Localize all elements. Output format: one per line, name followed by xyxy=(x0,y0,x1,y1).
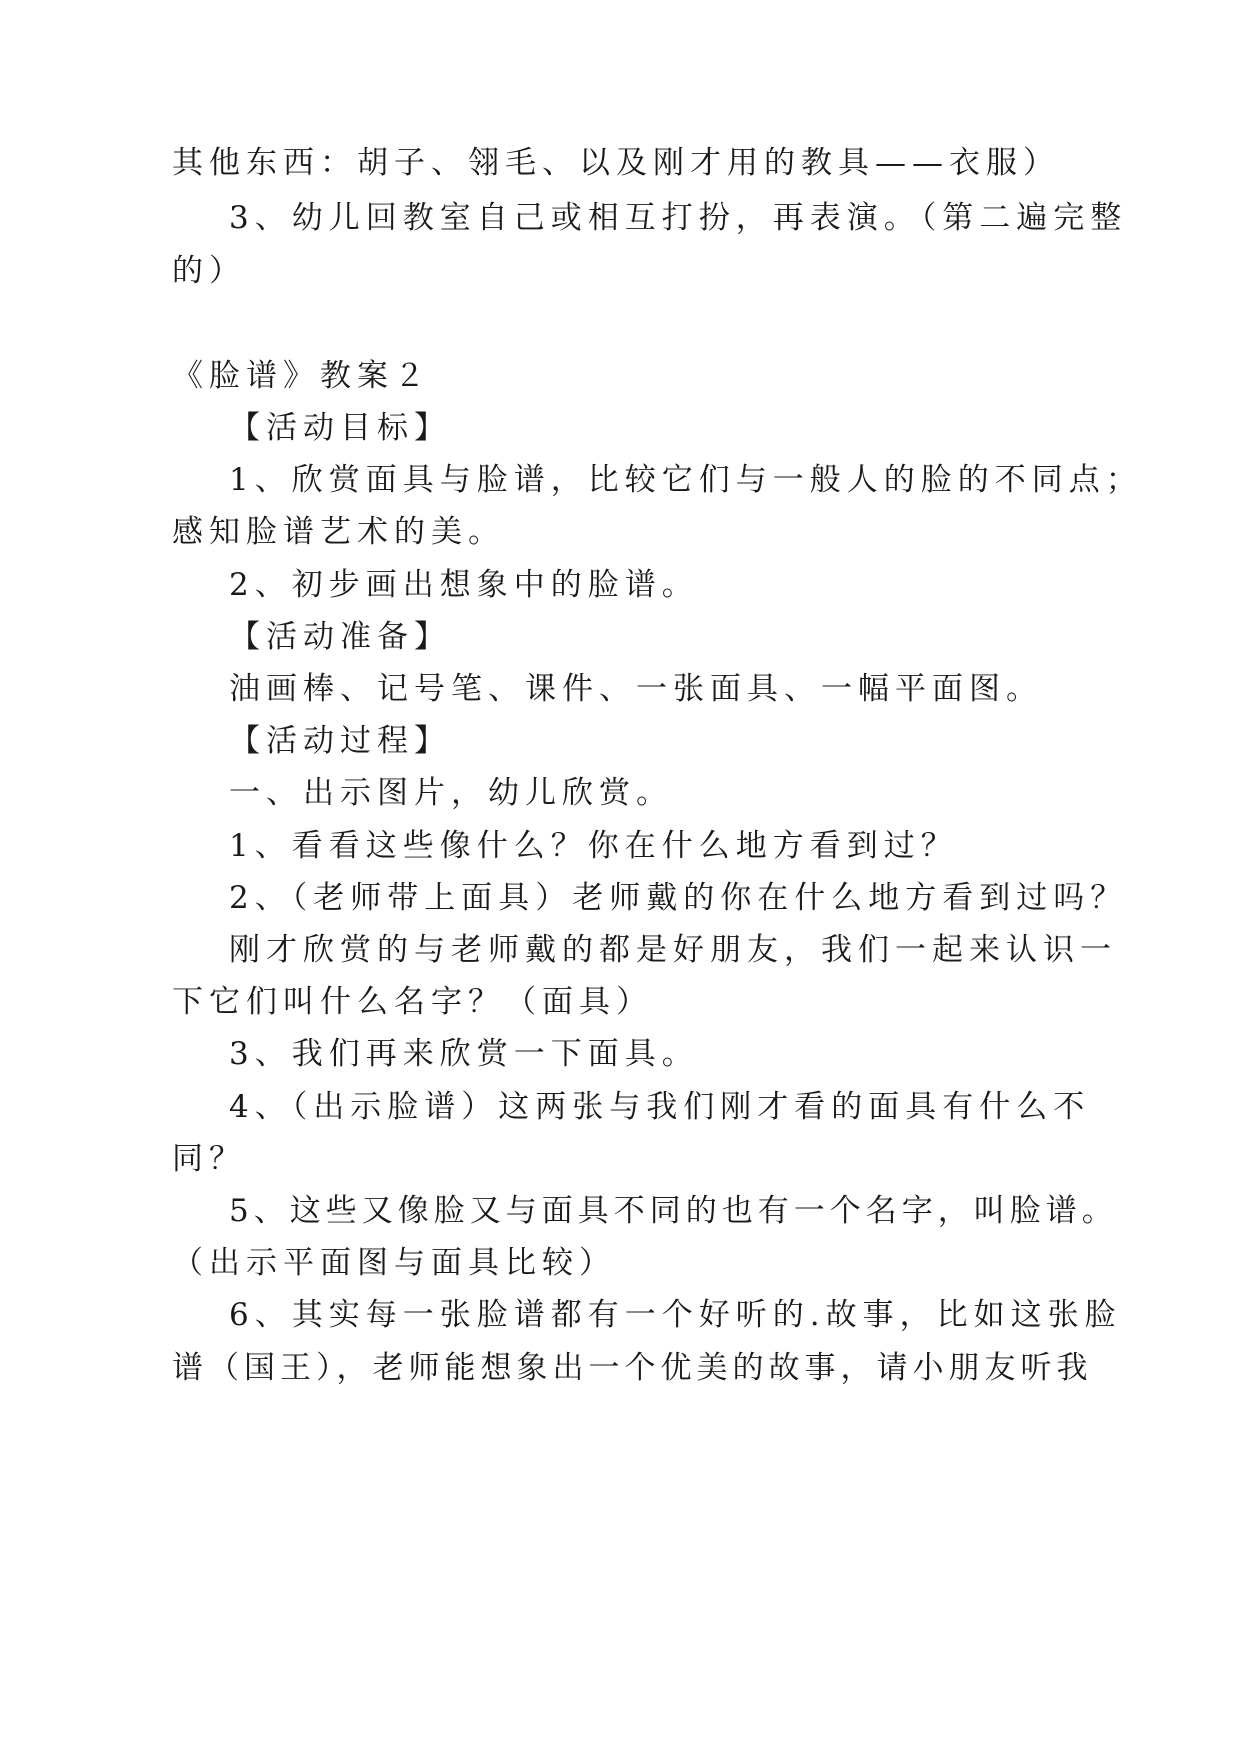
paragraph-line: 6、其实每一张脸谱都有一个好听的.故事，比如这张脸 xyxy=(229,1297,1122,1333)
paragraph-line: 2、初步画出想象中的脸谱。 xyxy=(229,567,699,603)
paragraph-line: 谱（国王），老师能想象出一个优美的故事，请小朋友听我 xyxy=(172,1350,1093,1386)
paragraph-line: 其他东西：胡子、翎毛、以及刚才用的教具——衣服） xyxy=(172,145,1060,181)
paragraph-line: 1、看看这些像什么？你在什么地方看到过？ xyxy=(229,828,958,864)
paragraph-line: 感知脸谱艺术的美。 xyxy=(172,514,505,550)
section-heading: 【活动过程】 xyxy=(229,723,451,759)
paragraph-line: 下它们叫什么名字？（面具） xyxy=(172,984,653,1020)
paragraph-line: 刚才欣赏的与老师戴的都是好朋友，我们一起来认识一 xyxy=(229,932,1117,968)
section-title: 《脸谱》教案２ xyxy=(172,358,431,394)
paragraph-line: 同？ xyxy=(172,1141,246,1177)
paragraph-line: （出示平面图与面具比较） xyxy=(172,1245,616,1281)
paragraph-line: 1、欣赏面具与脸谱，比较它们与一般人的脸的不同点； xyxy=(229,462,1143,498)
paragraph-line: 3、我们再来欣赏一下面具。 xyxy=(229,1036,699,1072)
section-heading: 【活动目标】 xyxy=(229,410,451,446)
paragraph-line: 3、幼儿回教室自己或相互打扮，再表演。（第二遍完整 xyxy=(229,200,1128,236)
paragraph-line: 油画棒、记号笔、课件、一张面具、一幅平面图。 xyxy=(229,671,1043,707)
paragraph-line: 5、这些又像脸又与面具不同的也有一个名字，叫脸谱。 xyxy=(229,1193,1118,1229)
paragraph-line: 4、（出示脸谱）这两张与我们刚才看的面具有什么不 xyxy=(229,1089,1091,1125)
section-heading: 【活动准备】 xyxy=(229,619,451,655)
paragraph-line: 的） xyxy=(172,253,246,289)
paragraph-line: 2、（老师带上面具）老师戴的你在什么地方看到过吗？ xyxy=(229,880,1128,916)
paragraph-line: 一、出示图片，幼儿欣赏。 xyxy=(229,775,673,811)
